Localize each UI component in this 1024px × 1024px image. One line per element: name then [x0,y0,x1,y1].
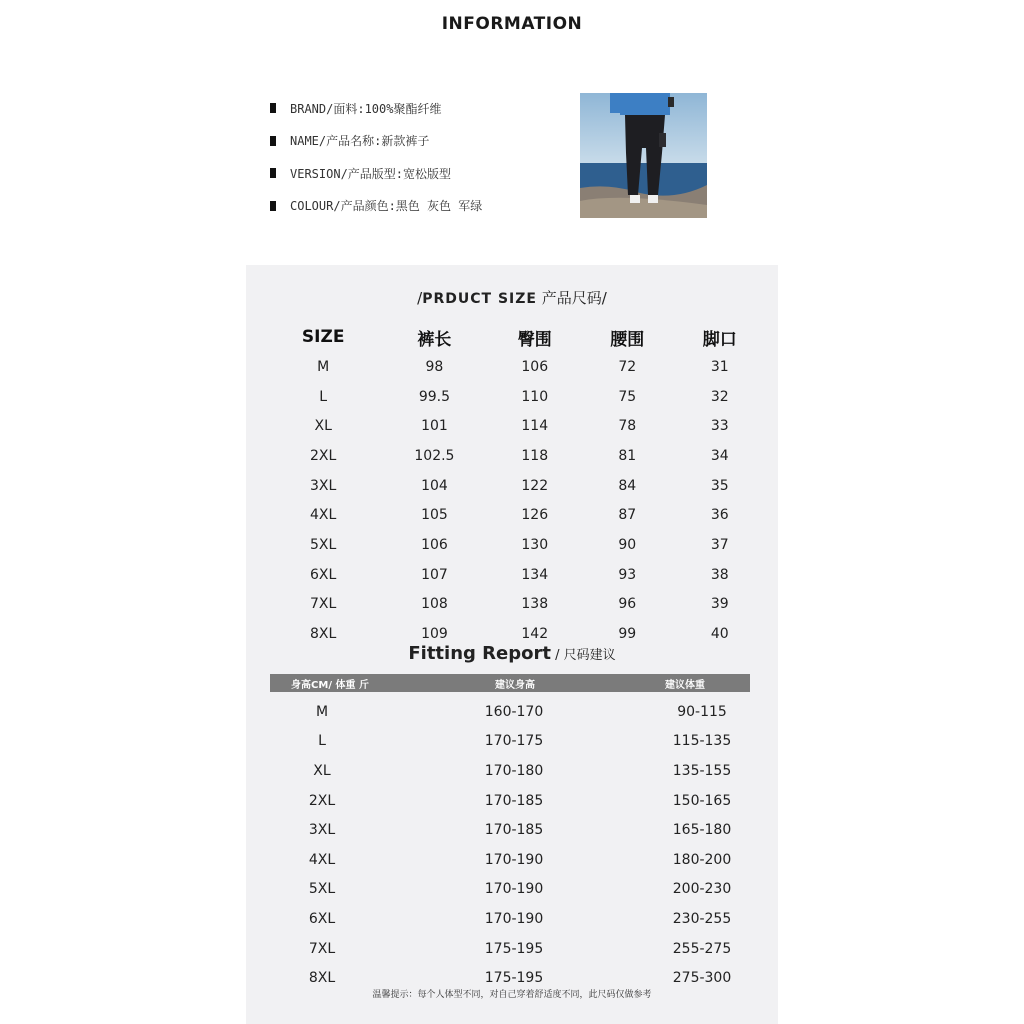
table-cell: 36 [710,507,729,524]
table-cell: 31 [710,358,729,375]
col-header: 臀围 [517,329,552,350]
table-cell: 134 [521,566,549,583]
table-cell: 102.5 [414,447,455,464]
table-cell: 87 [618,507,637,524]
table-cell: 107 [421,566,448,583]
size-section-heading [246,287,778,308]
table-cell: 8XL [310,626,337,643]
table-cell: 115-135 [672,733,732,750]
fit-col-header: 建议体重 [665,679,705,691]
table-cell: 7XL [308,940,336,957]
table-row [270,756,750,786]
table-cell: 3XL [310,477,337,494]
fit-header-bar [270,674,750,692]
table-cell: 101 [421,418,448,435]
table-cell: L [318,733,326,750]
heading-cn: 产品尺码/ [541,289,607,307]
fit-section-heading [246,643,778,664]
table-cell: 4XL [308,851,336,868]
table-row [266,441,766,471]
table-row [270,934,750,964]
fit-table-body [270,697,750,993]
table-cell: 110 [521,388,549,405]
table-cell: 255-275 [672,940,732,957]
table-cell: 275-300 [672,970,732,987]
table-row [270,845,750,875]
table-cell: 34 [710,447,729,464]
table-cell: 108 [421,596,448,613]
fit-heading-en: Fitting Report [408,643,551,664]
info-row-name [270,125,570,158]
table-row [266,500,766,530]
table-cell: 35 [710,477,729,494]
fit-heading-cn: / 尺码建议 [555,648,616,663]
fit-col-header: 身高CM/ 体重 斤 [291,679,369,691]
table-cell: 170-180 [484,762,544,779]
table-cell: 6XL [308,910,336,927]
table-cell: 170-175 [484,733,544,750]
info-label: COLOUR/产品颜色:黑色 灰色 军绿 [290,199,483,214]
bullet-icon [270,103,276,113]
table-cell: 84 [618,477,637,494]
table-cell: 78 [618,418,637,435]
table-cell: 2XL [310,447,337,464]
table-cell: 3XL [308,822,336,839]
size-table-body [266,352,766,649]
table-cell: 38 [710,566,729,583]
table-cell: 75 [618,388,637,405]
table-cell: 8XL [308,970,336,987]
info-row-brand [270,92,570,125]
col-header: 腰围 [610,329,645,350]
fit-col-header: 建议身高 [495,679,535,691]
info-row-version [270,157,570,190]
table-cell: 135-155 [672,762,732,779]
heading-en: PRDUCT SIZE [422,291,537,307]
table-row [270,875,750,905]
table-cell: 126 [521,507,549,524]
info-row-colour [270,190,570,223]
bullet-icon [270,136,276,146]
table-header-row [266,322,766,352]
table-cell: 2XL [308,792,336,809]
table-cell: 72 [618,358,637,375]
table-cell: 96 [618,596,637,613]
table-cell: 99.5 [418,388,451,405]
info-label: BRAND/面料:100%聚酯纤维 [290,101,442,116]
product-photo [580,93,707,218]
table-cell: 175-195 [484,940,544,957]
table-cell: L [319,388,328,405]
table-cell: 5XL [310,536,337,553]
size-panel [246,265,778,1024]
bullet-icon [270,168,276,178]
table-cell: 109 [421,626,448,643]
table-cell: 142 [521,626,549,643]
table-cell: 6XL [310,566,337,583]
col-header: 裤长 [417,329,452,350]
table-cell: 230-255 [672,910,732,927]
table-cell: 40 [710,626,729,643]
table-row [266,530,766,560]
table-cell: 130 [521,536,549,553]
table-cell: M [317,358,330,375]
table-cell: 106 [421,536,448,553]
table-cell: 4XL [310,507,337,524]
table-cell: 200-230 [672,881,732,898]
table-cell: 32 [710,388,729,405]
table-cell: 180-200 [672,851,732,868]
table-cell: 37 [710,536,729,553]
table-cell: 90-115 [677,703,727,720]
table-cell: M [315,703,329,720]
footnote: 温馨提示：每个人体型不同，对自己穿着舒适度不同，此尺码仅做参考 [372,990,652,1000]
table-cell: 170-185 [484,792,544,809]
table-cell: 5XL [308,881,336,898]
table-cell: 7XL [310,596,337,613]
info-label: VERSION/产品版型:宽松版型 [290,166,452,181]
page-title: INFORMATION [441,14,583,34]
table-row [266,471,766,501]
table-cell: 122 [521,477,549,494]
table-cell: 165-180 [672,822,732,839]
table-row [270,815,750,845]
table-cell: 170-185 [484,822,544,839]
table-cell: 98 [425,358,444,375]
table-cell: 150-165 [672,792,732,809]
col-header: SIZE [301,327,345,347]
table-row [266,560,766,590]
table-cell: 175-195 [484,970,544,987]
heading-prefix: / [417,289,423,307]
table-row [270,786,750,816]
table-cell: 170-190 [484,881,544,898]
table-cell: 160-170 [484,703,544,720]
table-cell: 106 [521,358,549,375]
table-cell: 33 [710,418,729,435]
table-cell: 105 [421,507,448,524]
table-row [266,411,766,441]
info-label: NAME/产品名称:新款裤子 [290,134,430,149]
table-cell: 170-190 [484,910,544,927]
table-row [270,904,750,934]
size-table [266,322,766,649]
table-row [266,352,766,382]
table-cell: 39 [710,596,729,613]
table-row [266,590,766,620]
table-cell: XL [313,762,331,779]
table-cell: 90 [618,536,637,553]
table-row [266,382,766,412]
table-cell: 118 [521,447,549,464]
product-info-list [270,92,570,222]
table-row [270,697,750,727]
table-cell: XL [314,418,332,435]
bullet-icon [270,201,276,211]
table-cell: 170-190 [484,851,544,868]
table-cell: 93 [618,566,637,583]
table-cell: 138 [521,596,549,613]
col-header: 脚口 [702,329,737,350]
table-cell: 99 [618,626,637,643]
table-cell: 81 [618,447,637,464]
table-row [270,727,750,757]
table-cell: 114 [521,418,549,435]
fit-table [270,697,750,993]
table-cell: 104 [421,477,448,494]
